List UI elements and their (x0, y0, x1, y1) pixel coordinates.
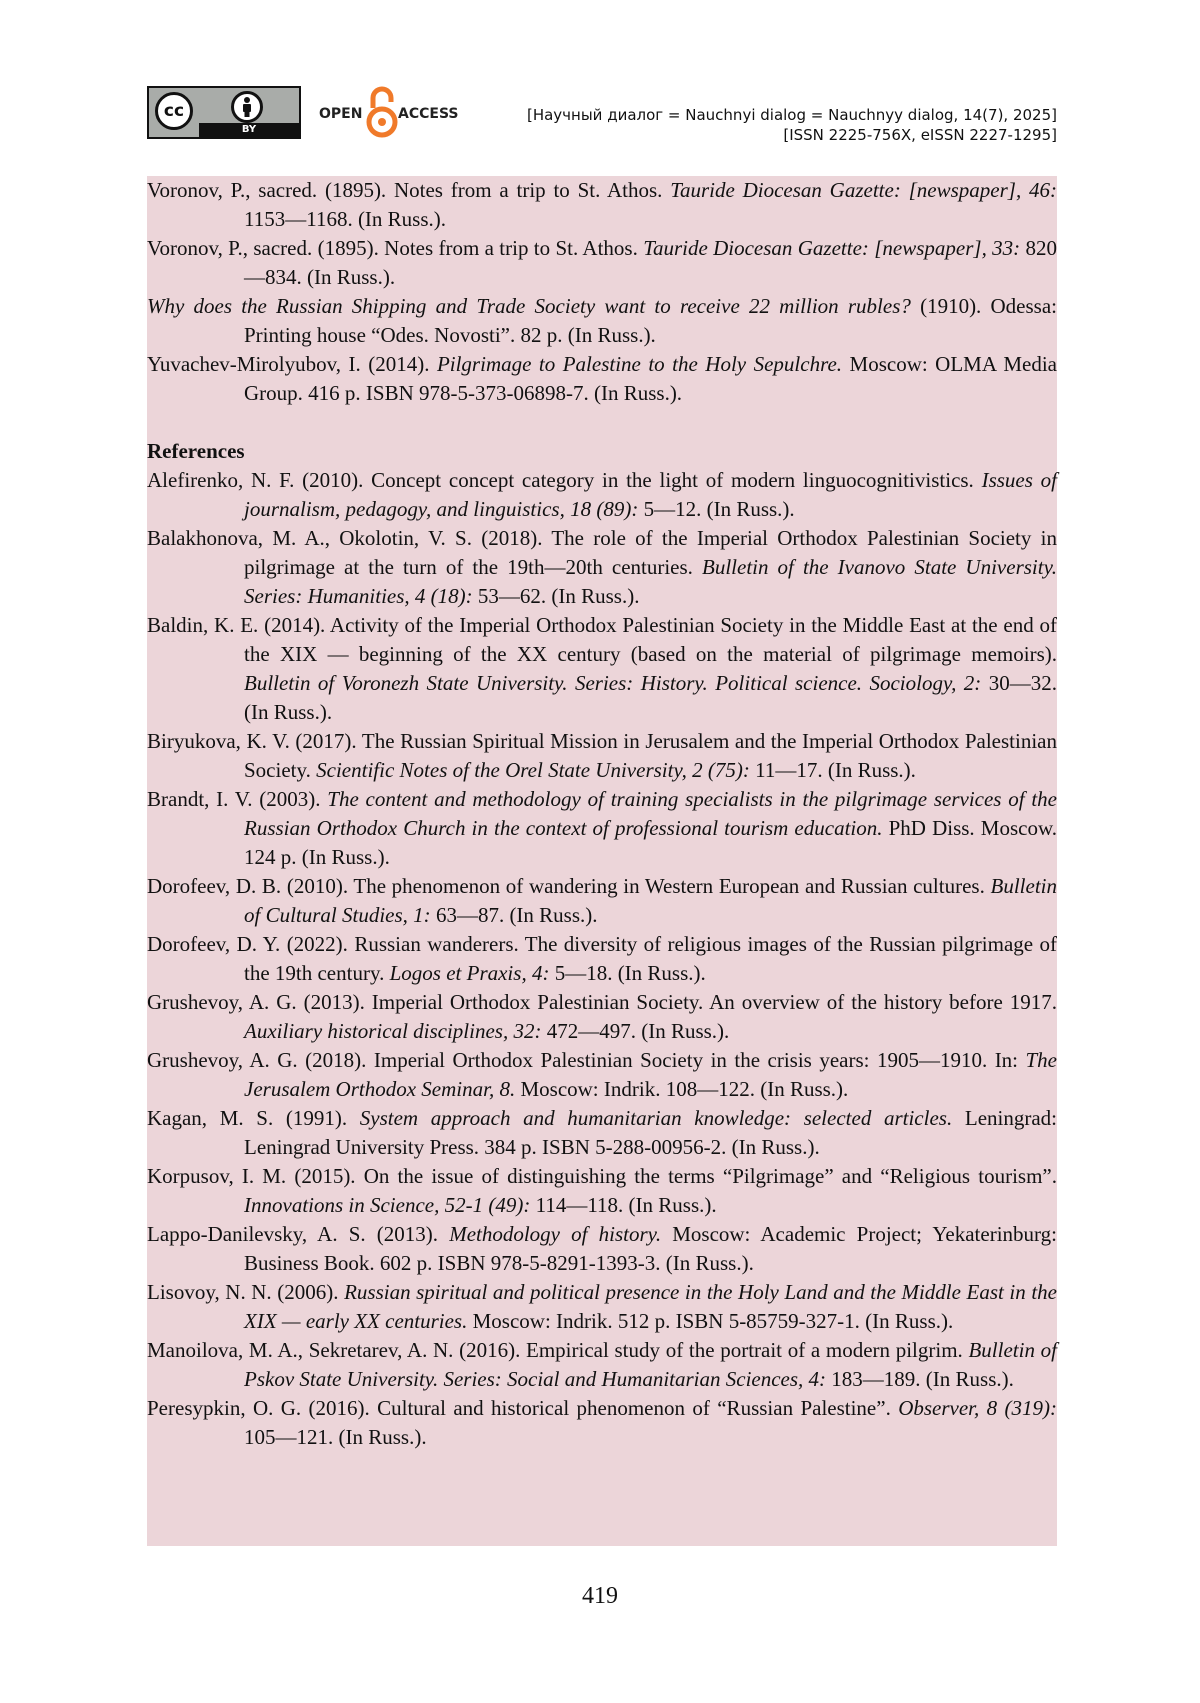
reference-entry: Kagan, M. S. (1991). System approach and humanitarian knowledge: selected articles. Leningrad: Leningrad University Press. 384 p. ISBN 5-288-00956-2. (In Russ.). (147, 1106, 1058, 1159)
issn-line: [ISSN 2225-756X, eISSN 2227-1295] (783, 126, 1057, 144)
source-entry: Voronov, P., sacred. (1895). Notes from a trip to St. Athos. Tauride Diocesan Gazette: [newspaper], 46: 1153—1168. (In Russ.). (147, 178, 1057, 231)
reference-entry: Dorofeev, D. B. (2010). The phenomenon of wandering in Western European and Russian cultures. Bulletin of Cultural Studies, 1: 63—87. (In Russ.). (147, 874, 1057, 927)
reference-entry: Grushevoy, A. G. (2013). Imperial Orthodox Palestinian Society. An overview of the history before 1917. Auxiliary historical disciplines, 32: 472—497. (In Russ.). (147, 990, 1057, 1043)
reference-entry: Baldin, K. E. (2014). Activity of the Imperial Orthodox Palestinian Society in the Middle East at the end of the XIX — beginning of the XX century (based on the material of pilgrimage memoirs). Bulletin of Voronezh State University. Series: History. Political science. Sociology, 2: 30—32. (In Russ.). (147, 613, 1057, 724)
source-entry: Why does the Russian Shipping and Trade Society want to receive 22 million rubles? (1910). Odessa: Printing house “Odes. Novosti”. 82 p. (In Russ.). (147, 294, 1057, 347)
reference-entry: Manoilova, M. A., Sekretarev, A. N. (2016). Empirical study of the portrait of a modern pilgrim. Bulletin of Pskov State University. Series: Social and Humanitarian Sciences, 4: 183—189. (In Russ.). (147, 1338, 1057, 1391)
reference-entry: Balakhonova, M. A., Okolotin, V. S. (2018). The role of the Imperial Orthodox Palestinian Society in pilgrimage at the turn of the 19th—20th centuries. Bulletin of the Ivanovo State University. Series: Humanities, 4 (18): 53—62. (In Russ.). (147, 526, 1057, 608)
page-number: 419 (582, 1583, 618, 1609)
open-access-access-text: ACCESS (398, 106, 459, 122)
open-access-open-text: OPEN (319, 106, 363, 122)
license-by-label: BY (199, 123, 299, 137)
reference-entry: Lappo-Danilevsky, A. S. (2013). Methodology of history. Moscow: Academic Project; Yekaterinburg: Business Book. 602 p. ISBN 978-5-8291-1393-3. (In Russ.). (147, 1222, 1057, 1275)
cc-by-license-badge[interactable] (147, 86, 301, 139)
reference-entry: Grushevoy, A. G. (2018). Imperial Orthodox Palestinian Society in the crisis years: 1905—1910. In: The Jerusalem Orthodox Seminar, 8. Moscow: Indrik. 108—122. (In Russ.). (147, 1048, 1057, 1101)
reference-entry: Lisovoy, N. N. (2006). Russian spiritual and political presence in the Holy Land and the Middle East in the XIX — early XX centuries. Moscow: Indrik. 512 p. ISBN 5-85759-327-1. (In Russ.). (147, 1280, 1057, 1333)
reference-entry: Alefirenko, N. F. (2010). Concept concept category in the light of modern linguocognitivistics. Issues of journalism, pedagogy, and linguistics, 18 (89): 5—12. (In Russ.). (147, 468, 1058, 521)
open-access-logo (319, 84, 469, 140)
source-entry: Yuvachev-Mirolyubov, I. (2014). Pilgrimage to Palestine to the Holy Sepulchre. Moscow: OLMA Media Group. 416 p. ISBN 978-5-373-06898-7. (In Russ.). (147, 352, 1057, 405)
references-heading: References (147, 439, 245, 463)
reference-entry: Dorofeev, D. Y. (2022). Russian wanderers. The diversity of religious images of the Russian pilgrimage of the 19th century. Logos et Praxis, 4: 5—18. (In Russ.). (147, 932, 1057, 985)
open-access-lock-icon (365, 84, 399, 140)
bibliography-block (147, 176, 1057, 1546)
reference-entry: Peresypkin, O. G. (2016). Cultural and historical phenomenon of “Russian Palestine”. Observer, 8 (319): 105—121. (In Russ.). (147, 1396, 1057, 1449)
reference-entry: Korpusov, I. M. (2015). On the issue of distinguishing the terms “Pilgrimage” and “Religious tourism”. Innovations in Science, 52-1 (49): 114—118. (In Russ.). (147, 1164, 1057, 1217)
journal-title-line: [Научный диалог = Nauchnyi dialog = Nauchnyy dialog, 14(7), 2025] (526, 106, 1057, 124)
creative-commons-icon: cc (155, 92, 193, 130)
attribution-person-icon (231, 91, 263, 123)
reference-entry: Biryukova, K. V. (2017). The Russian Spiritual Mission in Jerusalem and the Imperial Orthodox Palestinian Society. Scientific Notes of the Orel State University, 2 (75): 11—17. (In Russ.). (147, 729, 1057, 782)
page-header (147, 84, 1057, 144)
section-spacer (147, 408, 1057, 437)
journal-citation (527, 105, 1057, 145)
source-entry: Voronov, P., sacred. (1895). Notes from a trip to St. Athos. Tauride Diocesan Gazette: [newspaper], 33: 820—834. (In Russ.). (147, 236, 1057, 289)
reference-entry: Brandt, I. V. (2003). The content and methodology of training specialists in the pilgrimage services of the Russian Orthodox Church in the context of professional tourism education. PhD Diss. Moscow. 124 p. (In Russ.). (147, 787, 1057, 869)
